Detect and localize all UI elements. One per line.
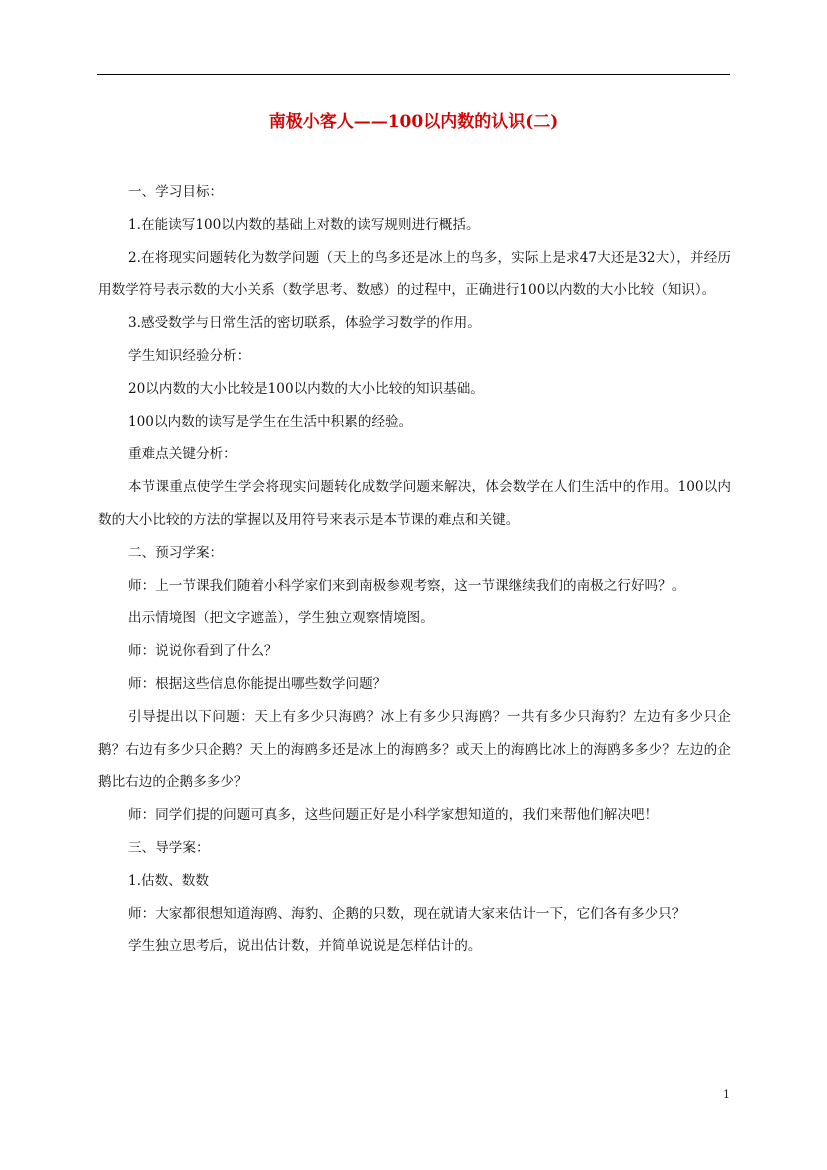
section-heading-guided: 三、导学案：	[128, 839, 210, 856]
teacher-line-5: 师：大家都很想知道海鸥、海豹、企鹅的只数，现在就请大家来估计一下，它们各有多少只？	[128, 905, 686, 922]
student-activity-line: 学生独立思考后，说出估计数，并简单说说是怎样估计的。	[128, 938, 482, 955]
subheading-knowledge-analysis: 学生知识经验分析：	[128, 347, 251, 364]
section-heading-preview: 二、预习学案：	[128, 544, 224, 561]
header-rule	[97, 74, 730, 75]
activity-line: 出示情境图（把文字遮盖），学生独立观察情境图。	[128, 610, 434, 627]
teacher-line-2: 师：说说你看到了什么？	[128, 643, 278, 660]
objective-1: 1.在能读写100以内数的基础上对数的读写规则进行概括。	[128, 216, 480, 233]
document-title: 南极小客人——100以内数的认识(二)	[268, 112, 559, 132]
teacher-line-4: 师：同学们提的问题可真多，这些问题正好是小科学家想知道的，我们来帮他们解决吧！	[128, 807, 659, 824]
key-points-text: 本节课重点使学生学会将现实问题转化成数学问题来解决，体会数学在人们生活中的作用。100以内数的大小比较的方法的掌握以及用符号来表示是本节课的难点和关键。	[98, 479, 731, 528]
guided-questions: 引导提出以下问题：天上有多少只海鸥？冰上有多少只海鸥？一共有多少只海豹？左边有多少只企鹅？右边有多少只企鹅？天上的海鸥多还是冰上的海鸥多？或天上的海鸥比冰上的海鸥多多少？左边的企鹅比右边的企鹅多多少？	[98, 708, 731, 791]
page-number: 1	[723, 1088, 730, 1101]
section-heading-objectives: 一、学习目标：	[128, 184, 224, 200]
teacher-line-1: 师：上一节课我们随着小科学家们来到南极参观考察，这一节课继续我们的南极之行好吗？。	[128, 577, 686, 594]
subheading-estimate: 1.估数、数数	[128, 872, 209, 889]
objective-2: 2.在将现实问题转化为数学问题（天上的鸟多还是冰上的鸟多，实际上是求47大还是32大），并经历用数学符号表示数的大小关系（数学思考、数感）的过程中，正确进行100以内数的大小比较（知识）。	[98, 249, 731, 299]
document-body	[98, 176, 731, 963]
teacher-line-3: 师：根据这些信息你能提出哪些数学问题？	[128, 675, 387, 692]
knowledge-point-1: 20以内数的大小比较是100以内数的大小比较的知识基础。	[128, 380, 484, 397]
subheading-key-points: 重难点关键分析：	[128, 446, 237, 463]
objective-3: 3.感受数学与日常生活的密切联系，体验学习数学的作用。	[128, 315, 481, 332]
knowledge-point-2: 100以内数的读写是学生在生活中积累的经验。	[128, 413, 413, 430]
